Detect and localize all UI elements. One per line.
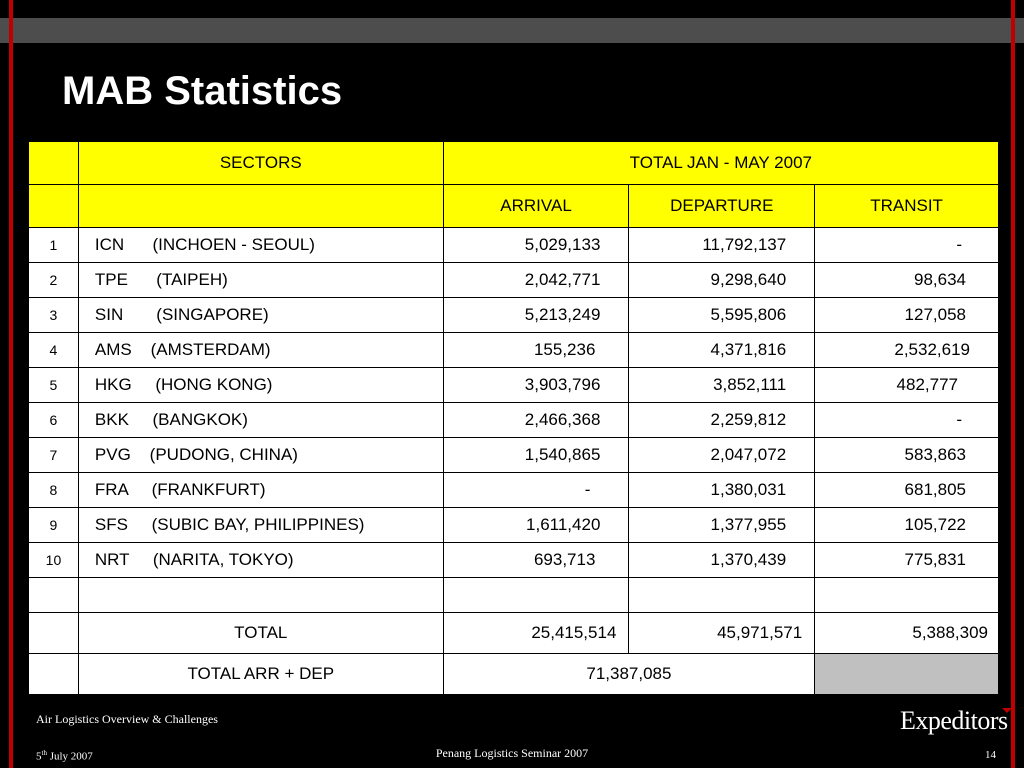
- blank-cell: [815, 578, 999, 613]
- date-rest: July 2007: [46, 750, 93, 763]
- departure-cell: 2,047,072: [629, 438, 815, 473]
- blank-cell: [78, 578, 443, 613]
- statistics-table: [28, 141, 999, 695]
- table-row: [29, 403, 999, 438]
- blank-cell: [29, 654, 79, 695]
- table-row: [29, 473, 999, 508]
- period-header: TOTAL JAN - MAY 2007: [443, 142, 998, 185]
- blank-row: [29, 578, 999, 613]
- sector-cell: FRA (FRANKFURT): [78, 473, 443, 508]
- transit-cell: 482,777: [815, 368, 999, 403]
- total-label: TOTAL: [78, 613, 443, 654]
- arrival-cell: 155,236: [443, 333, 629, 368]
- departure-cell: 2,259,812: [629, 403, 815, 438]
- departure-cell: 5,595,806: [629, 298, 815, 333]
- row-number: 3: [29, 298, 79, 333]
- row-number: 1: [29, 228, 79, 263]
- date-suffix: th: [41, 749, 47, 757]
- table-row: [29, 438, 999, 473]
- arrival-cell: 1,540,865: [443, 438, 629, 473]
- total-row: [29, 613, 999, 654]
- date-day: 5: [36, 750, 42, 763]
- departure-cell: 1,377,955: [629, 508, 815, 543]
- header-row-2: [29, 185, 999, 228]
- transit-cell: 2,532,619: [815, 333, 999, 368]
- sector-cell: TPE (TAIPEH): [78, 263, 443, 298]
- page-number: 14: [985, 749, 996, 761]
- row-number: 4: [29, 333, 79, 368]
- total-departure: 45,971,571: [629, 613, 815, 654]
- arrival-cell: 693,713: [443, 543, 629, 578]
- departure-cell: 1,370,439: [629, 543, 815, 578]
- departure-cell: 3,852,111: [629, 368, 815, 403]
- arrival-cell: 1,611,420: [443, 508, 629, 543]
- total-arr-dep-label: TOTAL ARR + DEP: [78, 654, 443, 695]
- sectors-header: SECTORS: [78, 142, 443, 185]
- header-blank: [29, 185, 79, 228]
- grey-cell: [815, 654, 999, 695]
- header-blank: [29, 142, 79, 185]
- table-row: [29, 228, 999, 263]
- transit-cell: 105,722: [815, 508, 999, 543]
- transit-header: TRANSIT: [815, 185, 999, 228]
- sector-cell: AMS (AMSTERDAM): [78, 333, 443, 368]
- header-row-1: [29, 142, 999, 185]
- transit-cell: 127,058: [815, 298, 999, 333]
- arrival-cell: -: [443, 473, 629, 508]
- logo-mark-icon: [1002, 708, 1012, 713]
- arrival-cell: 2,042,771: [443, 263, 629, 298]
- total-arr-dep-value: 71,387,085: [443, 654, 815, 695]
- arrival-cell: 5,213,249: [443, 298, 629, 333]
- blank-cell: [443, 578, 629, 613]
- transit-cell: 681,805: [815, 473, 999, 508]
- blank-cell: [29, 578, 79, 613]
- sector-cell: BKK (BANGKOK): [78, 403, 443, 438]
- departure-cell: 4,371,816: [629, 333, 815, 368]
- blank-cell: [29, 613, 79, 654]
- table-row: [29, 368, 999, 403]
- row-number: 9: [29, 508, 79, 543]
- page-title: MAB Statistics: [62, 69, 343, 113]
- total-transit: 5,388,309: [815, 613, 999, 654]
- total-arr-dep-row: [29, 654, 999, 695]
- transit-cell: -: [815, 403, 999, 438]
- arrival-cell: 5,029,133: [443, 228, 629, 263]
- arrival-header: ARRIVAL: [443, 185, 629, 228]
- right-red-line: [1011, 0, 1015, 768]
- departure-cell: 9,298,640: [629, 263, 815, 298]
- transit-cell: 98,634: [815, 263, 999, 298]
- sector-cell: PVG (PUDONG, CHINA): [78, 438, 443, 473]
- sector-cell: SIN (SINGAPORE): [78, 298, 443, 333]
- sector-cell: NRT (NARITA, TOKYO): [78, 543, 443, 578]
- sector-cell: ICN (INCHOEN - SEOUL): [78, 228, 443, 263]
- row-number: 7: [29, 438, 79, 473]
- expeditors-logo: [900, 706, 1012, 736]
- departure-cell: 1,380,031: [629, 473, 815, 508]
- row-number: 6: [29, 403, 79, 438]
- departure-header: DEPARTURE: [629, 185, 815, 228]
- row-number: 2: [29, 263, 79, 298]
- arrival-cell: 2,466,368: [443, 403, 629, 438]
- total-arrival: 25,415,514: [443, 613, 629, 654]
- transit-cell: 775,831: [815, 543, 999, 578]
- table-row: [29, 508, 999, 543]
- footer-subtitle: Air Logistics Overview & Challenges: [36, 712, 218, 726]
- sector-cell: SFS (SUBIC BAY, PHILIPPINES): [78, 508, 443, 543]
- table-row: [29, 543, 999, 578]
- top-bar: [0, 18, 1024, 43]
- table-row: [29, 333, 999, 368]
- blank-cell: [629, 578, 815, 613]
- row-number: 10: [29, 543, 79, 578]
- row-number: 8: [29, 473, 79, 508]
- transit-cell: -: [815, 228, 999, 263]
- header-blank: [78, 185, 443, 228]
- table-row: [29, 263, 999, 298]
- table-row: [29, 298, 999, 333]
- row-number: 5: [29, 368, 79, 403]
- left-red-line: [9, 0, 13, 768]
- arrival-cell: 3,903,796: [443, 368, 629, 403]
- sector-cell: HKG (HONG KONG): [78, 368, 443, 403]
- logo-text: Expeditors: [900, 706, 1008, 735]
- transit-cell: 583,863: [815, 438, 999, 473]
- departure-cell: 11,792,137: [629, 228, 815, 263]
- footer-event: Penang Logistics Seminar 2007: [435, 746, 589, 760]
